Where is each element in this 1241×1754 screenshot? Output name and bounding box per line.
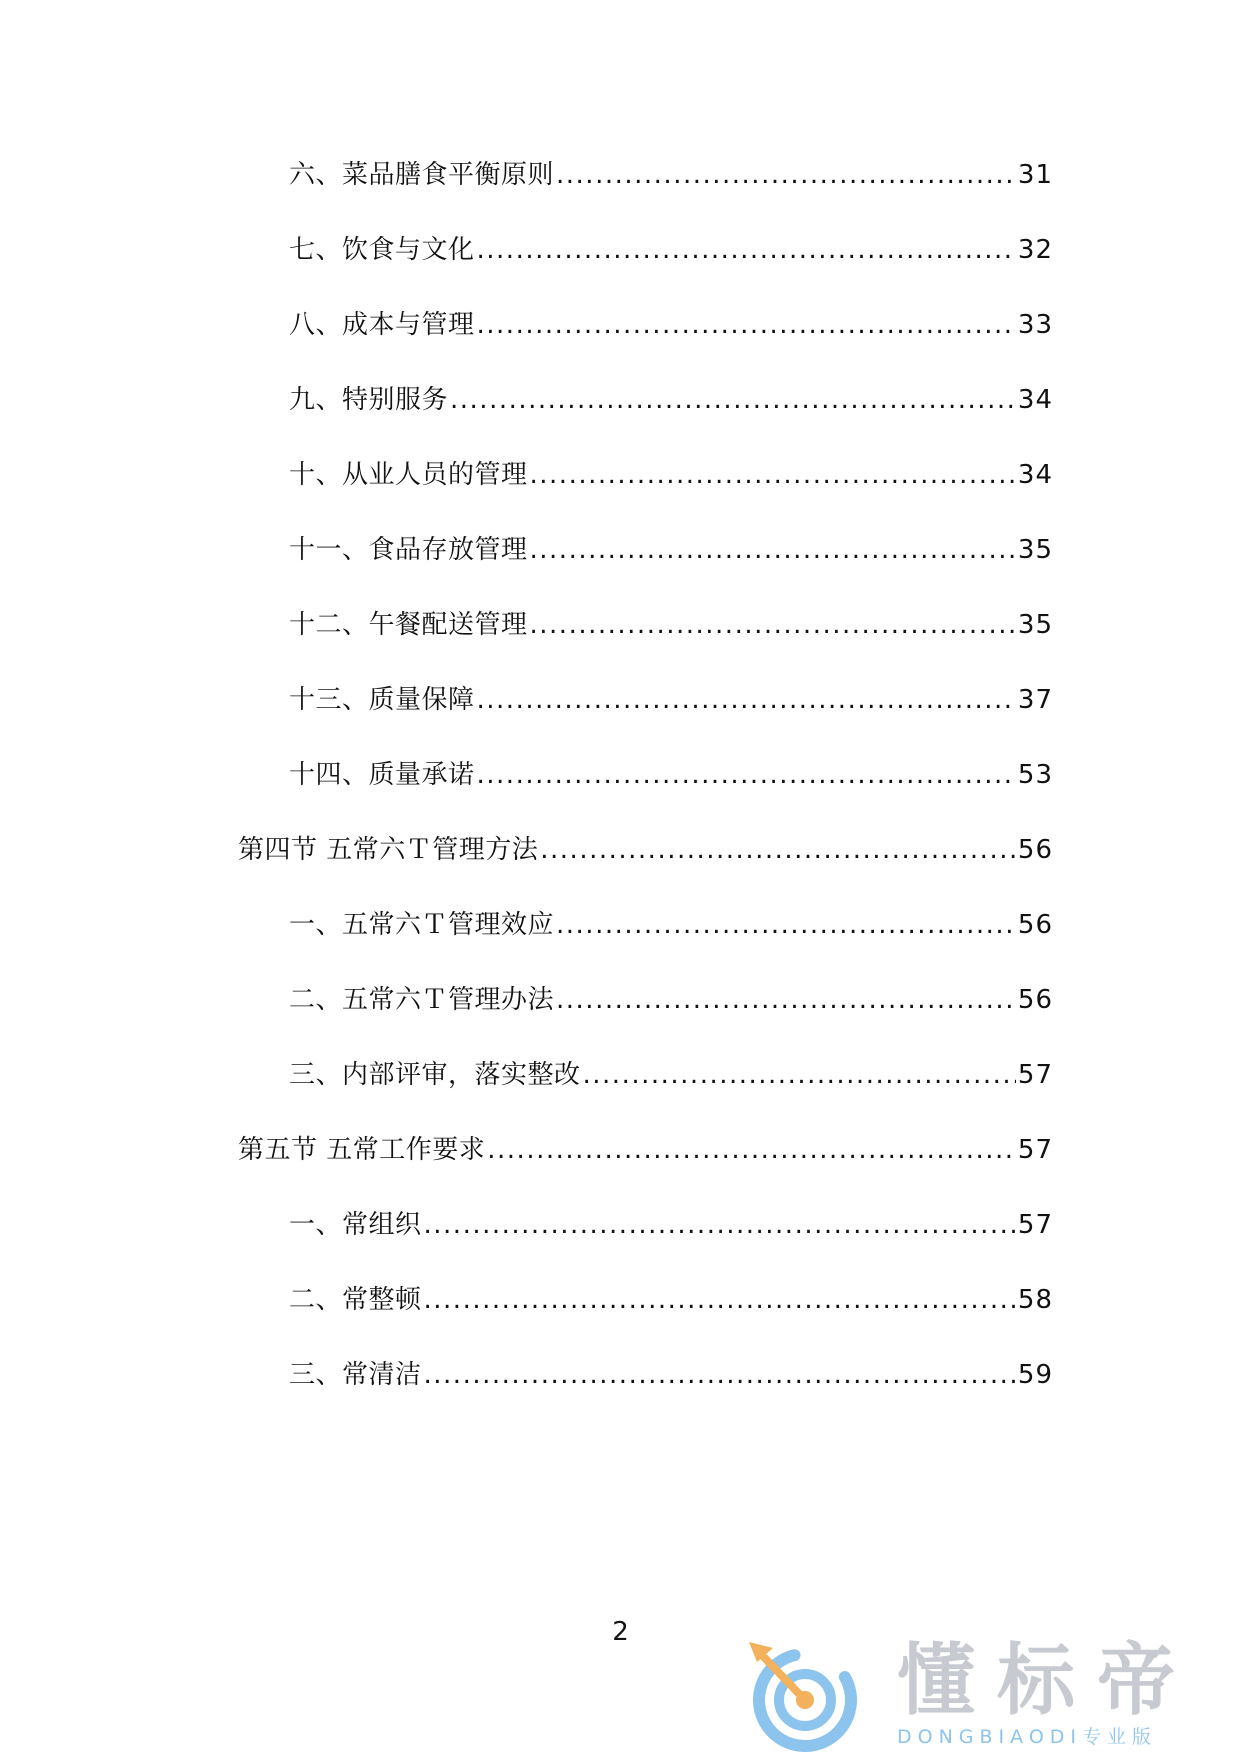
- toc-entry-title: 十四、质量承诺: [289, 760, 475, 790]
- toc-entry-title: 一、五常六Ｔ管理效应: [289, 910, 555, 940]
- toc-entry-page: 57: [1017, 1135, 1053, 1165]
- toc-dot-leader: [583, 1058, 1016, 1092]
- toc-entry-title: 第四节 五常六Ｔ管理方法: [238, 835, 539, 865]
- toc-dot-leader: [424, 1283, 1016, 1317]
- watermark: [745, 1634, 1235, 1752]
- toc-entry-title: 二、五常六Ｔ管理办法: [289, 985, 555, 1015]
- toc-entry[interactable]: [289, 902, 1053, 942]
- toc-section-entry[interactable]: [238, 1127, 1053, 1167]
- toc-entry-page: 35: [1017, 610, 1053, 640]
- toc-entry-title: 十二、午餐配送管理: [289, 610, 528, 640]
- toc-entry[interactable]: [289, 977, 1053, 1017]
- toc-entry[interactable]: [289, 1352, 1053, 1392]
- toc-entry-page: 56: [1017, 910, 1053, 940]
- toc-entry-page: 37: [1017, 685, 1053, 715]
- toc-dot-leader: [540, 833, 1016, 867]
- toc-dot-leader: [530, 458, 1016, 492]
- toc-entry-title: 三、常清洁: [289, 1360, 422, 1390]
- toc-entry[interactable]: [289, 1277, 1053, 1317]
- toc-entry-title: 二、常整顿: [289, 1285, 422, 1315]
- toc-entry-title: 九、特别服务: [289, 385, 449, 415]
- toc-entry-title: 三、内部评审，落实整改: [289, 1060, 581, 1090]
- toc-entry-title: 十、从业人员的管理: [289, 460, 528, 490]
- toc-dot-leader: [477, 308, 1016, 342]
- toc-dot-leader: [530, 608, 1016, 642]
- toc-entry-page: 35: [1017, 535, 1053, 565]
- toc-entry[interactable]: [289, 152, 1053, 192]
- watermark-brand-name: 懂标帝: [897, 1636, 1198, 1726]
- toc-entry-page: 57: [1017, 1210, 1053, 1240]
- toc-entry-title: 第五节 五常工作要求: [238, 1135, 486, 1165]
- toc-dot-leader: [477, 233, 1016, 267]
- toc-entry[interactable]: [289, 227, 1053, 267]
- toc-dot-leader: [530, 533, 1016, 567]
- toc-dot-leader: [556, 908, 1016, 942]
- toc-entry-page: 31: [1017, 160, 1053, 190]
- target-arrow-icon: [745, 1634, 875, 1752]
- toc-entry[interactable]: [289, 677, 1053, 717]
- toc-dot-leader: [556, 983, 1016, 1017]
- toc-dot-leader: [556, 158, 1016, 192]
- toc-entry-title: 十三、质量保障: [289, 685, 475, 715]
- toc-dot-leader: [450, 383, 1016, 417]
- toc-dot-leader: [477, 758, 1016, 792]
- toc-entry-page: 57: [1017, 1060, 1053, 1090]
- toc-entry-title: 一、常组织: [289, 1210, 422, 1240]
- toc-entry[interactable]: [289, 302, 1053, 342]
- toc-dot-leader: [424, 1208, 1016, 1242]
- toc-entry[interactable]: [289, 452, 1053, 492]
- toc-entry-page: 56: [1017, 835, 1053, 865]
- toc-entry-page: 33: [1017, 310, 1053, 340]
- toc-entry-page: 56: [1017, 985, 1053, 1015]
- toc-entry[interactable]: [289, 752, 1053, 792]
- toc-entry-title: 六、菜品膳食平衡原则: [289, 160, 555, 190]
- toc-entry-title: 十一、食品存放管理: [289, 535, 528, 565]
- toc-entry-page: 34: [1017, 460, 1053, 490]
- toc-entry[interactable]: [289, 377, 1053, 417]
- toc-entry-page: 53: [1017, 760, 1053, 790]
- toc-dot-leader: [487, 1133, 1016, 1167]
- toc-entry[interactable]: [289, 602, 1053, 642]
- toc-entry-page: 34: [1017, 385, 1053, 415]
- toc-dot-leader: [477, 683, 1016, 717]
- toc-entry-title: 八、成本与管理: [289, 310, 475, 340]
- toc-entry-page: 59: [1017, 1360, 1053, 1390]
- toc-entry-page: 58: [1017, 1285, 1053, 1315]
- toc-entry-title: 七、饮食与文化: [289, 235, 475, 265]
- toc-dot-leader: [424, 1358, 1016, 1392]
- toc-entry[interactable]: [289, 527, 1053, 567]
- watermark-brand-subtitle: DONGBIAODI专业版: [897, 1726, 1158, 1748]
- toc-entry[interactable]: [289, 1052, 1053, 1092]
- toc-entry-page: 32: [1017, 235, 1053, 265]
- toc-section-entry[interactable]: [238, 827, 1053, 867]
- toc-entry[interactable]: [289, 1202, 1053, 1242]
- page-number: 2: [612, 1617, 629, 1647]
